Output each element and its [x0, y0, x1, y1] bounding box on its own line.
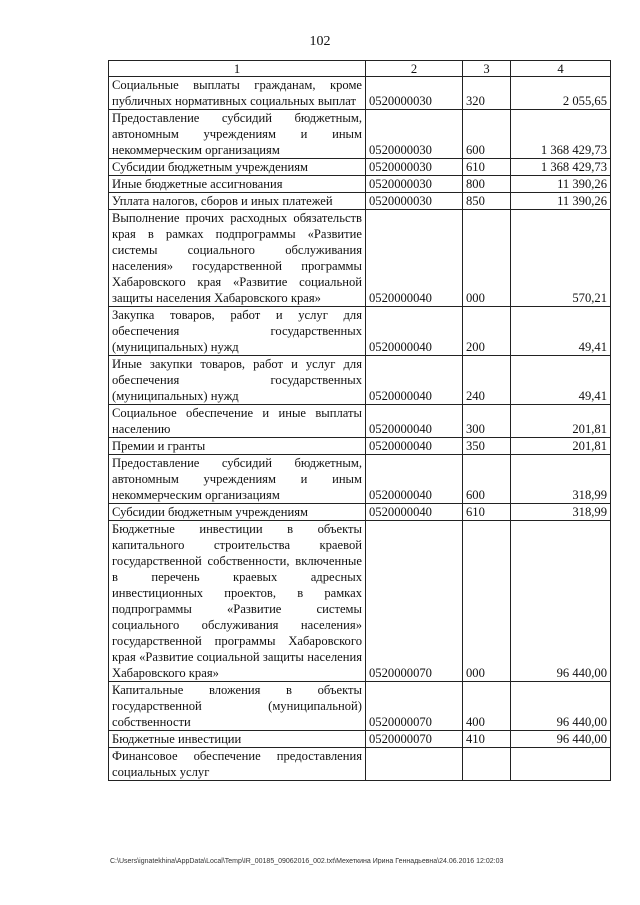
table-row	[109, 77, 611, 110]
header-col-4: 4	[511, 61, 611, 77]
row-name-cell: Субсидии бюджетным учреждениям	[109, 504, 366, 521]
table-row	[109, 748, 611, 781]
row-expense-type-cell: 600	[463, 110, 511, 159]
header-col-1: 1	[109, 61, 366, 77]
row-expense-type-cell: 800	[463, 176, 511, 193]
row-expense-type-cell: 300	[463, 405, 511, 438]
row-amount-cell: 49,41	[511, 307, 611, 356]
row-name-cell: Бюджетные инвестиции	[109, 731, 366, 748]
row-name-cell: Социальные выплаты гражданам, кроме публичных нормативных социальных выплат	[109, 77, 366, 110]
row-amount-cell: 201,81	[511, 438, 611, 455]
table-row	[109, 682, 611, 731]
row-amount-cell: 49,41	[511, 356, 611, 405]
row-name-cell: Субсидии бюджетным учреждениям	[109, 159, 366, 176]
row-name-cell: Выполнение прочих расходных обязательств края в рамках подпрограммы «Развитие системы социального обслуживания населения» государственной программы Хабаровского края «Развитие социальной защиты населения Хабаровского края»	[109, 210, 366, 307]
row-name-cell: Закупка товаров, работ и услуг для обеспечения государственных (муниципальных) нужд	[109, 307, 366, 356]
table-row	[109, 521, 611, 682]
row-name-cell: Капитальные вложения в объекты государственной (муниципальной) собственности	[109, 682, 366, 731]
budget-table	[108, 60, 611, 781]
table-row	[109, 455, 611, 504]
row-amount-cell: 11 390,26	[511, 176, 611, 193]
row-amount-cell: 96 440,00	[511, 731, 611, 748]
row-expense-type-cell: 610	[463, 159, 511, 176]
row-expense-type-cell: 000	[463, 210, 511, 307]
row-expense-type-cell: 400	[463, 682, 511, 731]
row-amount-cell: 201,81	[511, 405, 611, 438]
row-code-cell: 0520000070	[366, 521, 463, 682]
row-code-cell: 0520000040	[366, 438, 463, 455]
row-code-cell: 0520000030	[366, 77, 463, 110]
row-expense-type-cell: 240	[463, 356, 511, 405]
row-expense-type-cell: 350	[463, 438, 511, 455]
row-amount-cell: 11 390,26	[511, 193, 611, 210]
row-code-cell: 0520000040	[366, 405, 463, 438]
row-amount-cell: 318,99	[511, 504, 611, 521]
row-name-cell: Финансовое обеспечение предоставления социальных услуг	[109, 748, 366, 781]
row-name-cell: Премии и гранты	[109, 438, 366, 455]
table-header-row	[109, 61, 611, 77]
row-name-cell: Социальное обеспечение и иные выплаты населению	[109, 405, 366, 438]
row-name-cell: Предоставление субсидий бюджетным, автономным учреждениям и иным некоммерческим организациям	[109, 110, 366, 159]
row-code-cell: 0520000030	[366, 176, 463, 193]
row-code-cell: 0520000040	[366, 356, 463, 405]
table-row	[109, 110, 611, 159]
row-code-cell: 0520000040	[366, 504, 463, 521]
row-amount-cell: 2 055,65	[511, 77, 611, 110]
page-number: 102	[309, 34, 331, 49]
row-code-cell: 0520000070	[366, 731, 463, 748]
row-expense-type-cell: 320	[463, 77, 511, 110]
row-name-cell: Иные бюджетные ассигнования	[109, 176, 366, 193]
table-row	[109, 193, 611, 210]
table-row	[109, 405, 611, 438]
row-amount-cell: 318,99	[511, 455, 611, 504]
row-name-cell: Уплата налогов, сборов и иных платежей	[109, 193, 366, 210]
row-name-cell: Иные закупки товаров, работ и услуг для обеспечения государственных (муниципальных) нужд	[109, 356, 366, 405]
row-amount-cell: 96 440,00	[511, 682, 611, 731]
table-row	[109, 210, 611, 307]
header-col-3: 3	[463, 61, 511, 77]
row-expense-type-cell: 200	[463, 307, 511, 356]
row-expense-type-cell: 610	[463, 504, 511, 521]
row-code-cell: 0520000070	[366, 682, 463, 731]
row-expense-type-cell: 600	[463, 455, 511, 504]
table-row	[109, 731, 611, 748]
row-expense-type-cell: 850	[463, 193, 511, 210]
row-code-cell: 0520000030	[366, 193, 463, 210]
row-name-cell: Бюджетные инвестиции в объекты капитального строительства краевой государственной собственности, включенные в перечень краевых адресных инвестиционных проектов, в рамках подпрограммы «Развитие системы социального обслуживания населения» государственной программы Хабаровского края «Развитие социальной защиты населения Хабаровского края»	[109, 521, 366, 682]
table-row	[109, 159, 611, 176]
row-code-cell: 0520000030	[366, 110, 463, 159]
header-col-2: 2	[366, 61, 463, 77]
row-code-cell: 0520000040	[366, 210, 463, 307]
table-row	[109, 307, 611, 356]
table-row	[109, 176, 611, 193]
table-row	[109, 504, 611, 521]
row-amount-cell: 1 368 429,73	[511, 159, 611, 176]
row-expense-type-cell: 410	[463, 731, 511, 748]
row-amount-cell: 1 368 429,73	[511, 110, 611, 159]
row-expense-type-cell: 000	[463, 521, 511, 682]
table-row	[109, 438, 611, 455]
row-amount-cell	[511, 748, 611, 781]
row-name-cell: Предоставление субсидий бюджетным, автономным учреждениям и иным некоммерческим организациям	[109, 455, 366, 504]
table-row	[109, 356, 611, 405]
footer-file-path: C:\Users\ignatekhina\AppData\Local\Temp\IR_00185_09062016_002.txt\Мехеткина Ирина Геннадьевна\24.06.2016 12:02:03	[110, 858, 504, 865]
row-code-cell	[366, 748, 463, 781]
row-code-cell: 0520000040	[366, 455, 463, 504]
row-amount-cell: 96 440,00	[511, 521, 611, 682]
row-expense-type-cell	[463, 748, 511, 781]
row-amount-cell: 570,21	[511, 210, 611, 307]
row-code-cell: 0520000030	[366, 159, 463, 176]
row-code-cell: 0520000040	[366, 307, 463, 356]
